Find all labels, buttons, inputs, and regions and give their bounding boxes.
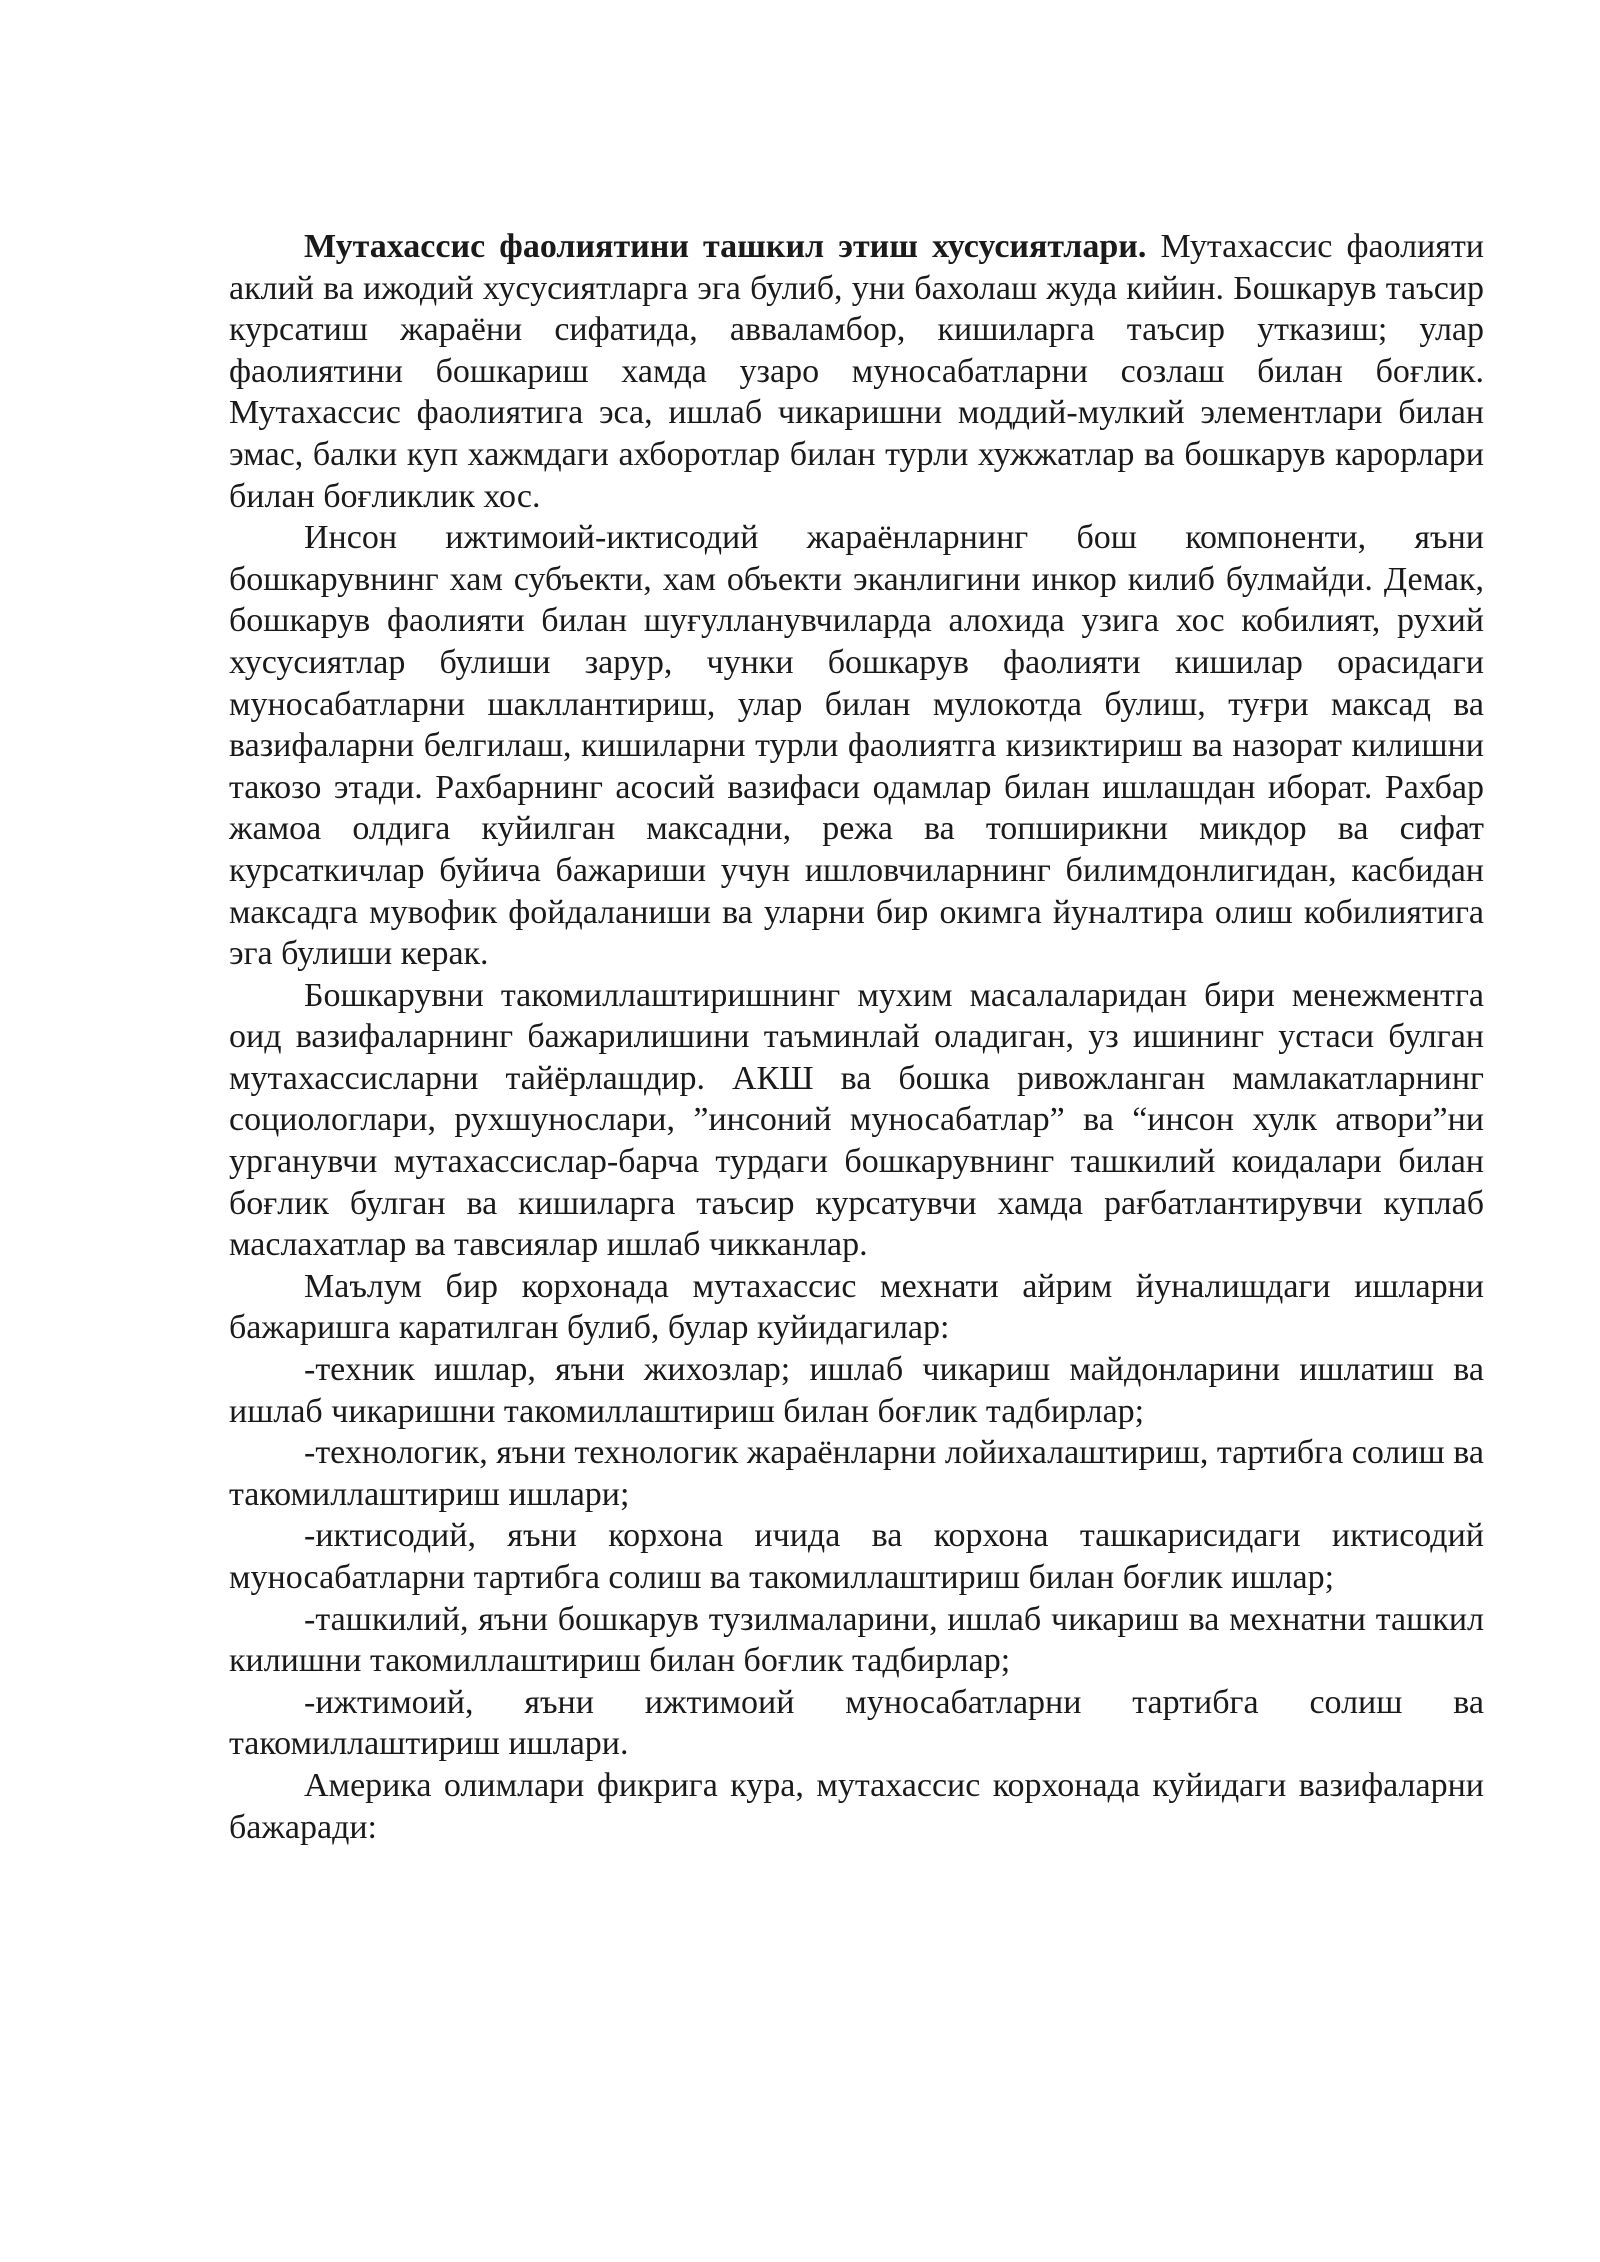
paragraph-specialist-work: Маълум бир корхонада мутахассис мехнати айрим йуналишдаги ишларни бажаришга каратилган булиб, булар куйидагилар:	[229, 1267, 1484, 1347]
section-heading: Мутахассис фаолиятини ташкил этиш хусусиятлари.	[304, 228, 1147, 265]
paragraph-intro	[229, 226, 1484, 517]
paragraph-intro-text: Мутахассис фаолияти аклий ва ижодий хусусиятларга эга булиб, уни бахолаш жуда кийин. Бошкарув таъсир курсатиш жараёни сифатида, авваламбор, кишиларга таъсир утказиш; улар фаолиятини бошкариш хамда узаро муносабатларни созлаш билан боғлик. Мутахассис фаолиятига эса, ишлаб чикаришни моддий-мулкий элементлари билан эмас, балки куп хажмдаги ахборотлар билан турли хужжатлар ва бошкарув карорлари билан боғликлик хос.	[229, 228, 1484, 515]
list-item-technological: -технологик, яъни технологик жараёнларни лойихалаштириш, тартибга солиш ва такомиллаштириш ишлари;	[229, 1434, 1484, 1513]
list-item-social: -ижтимоий, яъни ижтимоий муносабатларни тартибга солиш ва такомиллаштириш ишлари.	[229, 1683, 1484, 1763]
list-item-technical: -техник ишлар, яъни жихозлар; ишлаб чикариш майдонларини ишлатиш ва ишлаб чикаришни такомиллаштириш билан боғлик тадбирлар;	[229, 1351, 1484, 1430]
list-item-organizational: -ташкилий, яъни бошкарув тузилмаларини, ишлаб чикариш ва мехнатни ташкил килишни такомиллаштириш билан боғлик тадбирлар;	[229, 1600, 1484, 1680]
paragraph-american-scholars: Америка олимлари фикрига кура, мутахассис корхонада куйидаги вазифаларни бажаради:	[229, 1766, 1484, 1846]
paragraph-human-factor: Инсон ижтимоий-иктисодий жараёнларнинг бош компоненти, яъни бошкарувнинг хам субъекти, хам объекти эканлигини инкор килиб булмайди. Демак, бошкарув фаолияти билан шуғулланувчиларда алохида узига хос кобилият, рухий хусусиятлар булиши зарур, чунки бошкарув фаолияти кишилар орасидаги муносабатларни шакллантириш, улар билан мулокотда булиш, туғри максад ва вазифаларни белгилаш, кишиларни турли фаолиятга кизиктириш ва назорат килишни такозо этади. Рахбарнинг асосий вазифаси одамлар билан ишлашдан иборат. Рахбар жамоа олдига куйилган максадни, режа ва топширикни микдор ва сифат курсаткичлар буйича бажариши учун ишловчиларнинг билимдонлигидан, касбидан максадга мувофик фойдаланиши ва уларни бир окимга йуналтира олиш кобилиятига эга булиши керак.	[229, 519, 1484, 973]
paragraph-management-improvement: Бошкарувни такомиллаштиришнинг мухим масалаларидан бири менежментга оид вазифаларнинг бажарилишини таъминлай оладиган, уз ишининг устаси булган мутахассисларни тайёрлашдир. АКШ ва бошка ривожланган мамлакатларнинг социологлари, рухшунослари, ”инсоний муносабатлар” ва “инсон хулк атвори”ни урганувчи мутахассислар-барча турдаги бошкарувнинг ташкилий коидалари билан боғлик булган ва кишиларга таъсир курсатувчи хамда рағбатлантирувчи куплаб маслахатлар ва тавсиялар ишлаб чикканлар.	[229, 976, 1484, 1264]
list-item-economic: -иктисодий, яъни корхона ичида ва корхона ташкарисидаги иктисодий муносабатларни тартибга солиш ва такомиллаштириш билан боғлик ишлар;	[229, 1517, 1484, 1596]
document-page	[229, 226, 1484, 1848]
